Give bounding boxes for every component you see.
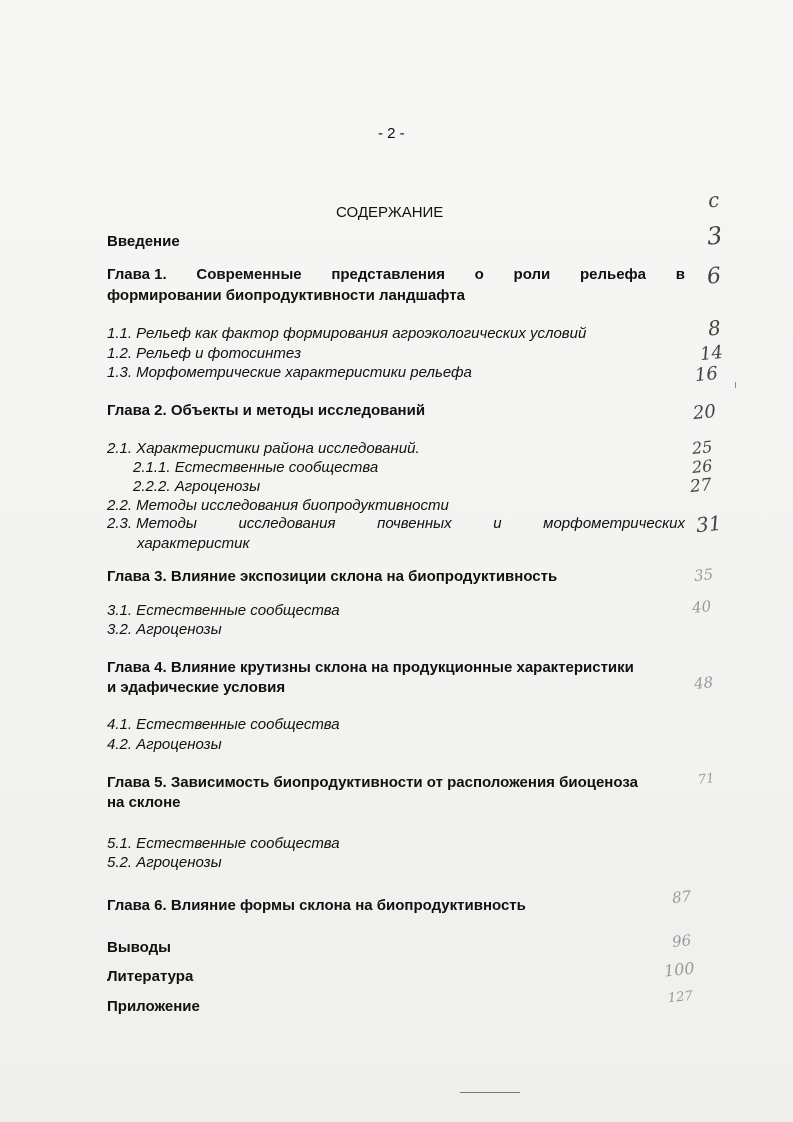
toc-s2-2: 2.2. Методы исследования биопродуктивности <box>107 497 449 514</box>
word: морфометрических <box>543 515 685 532</box>
word: и <box>493 515 502 532</box>
toc-s1-1: 1.1. Рельеф как фактор формирования агроэкологических условий <box>107 325 587 342</box>
word: почвенных <box>377 515 452 532</box>
toc-intro-page: 3 <box>705 221 724 251</box>
toc-s2-3-page: 31 <box>694 510 723 538</box>
toc-s1-3-page: 16 <box>693 362 719 387</box>
toc-chapter5-line1: Глава 5. Зависимость биопродуктивности от расположения биоценоза <box>107 774 638 791</box>
toc-chapter1-line2: формировании биопродуктивности ландшафта <box>107 287 465 304</box>
toc-chapter2: Глава 2. Объекты и методы исследований <box>107 402 426 419</box>
toc-chapter6-page: 87 <box>671 887 692 907</box>
toc-appendix-page: 127 <box>667 988 694 1007</box>
toc-s2-2-2: 2.2.2. Агроценозы <box>133 478 261 495</box>
toc-chapter3: Глава 3. Влияние экспозиции склона на биопродуктивность <box>107 568 558 585</box>
word: рельефа <box>579 266 647 283</box>
toc-s1-2-page: 14 <box>698 341 724 366</box>
toc-chapter5-page: 71 <box>697 771 716 788</box>
toc-s2-1-1: 2.1.1. Естественные сообщества <box>133 459 379 476</box>
toc-literature-page: 100 <box>663 958 696 981</box>
toc-conclusions-page: 96 <box>671 931 692 951</box>
word: в <box>675 266 685 283</box>
toc-s2-3-line1 <box>107 515 685 532</box>
corner-handwritten-note: с <box>706 187 721 213</box>
word: 2.3. Методы <box>107 515 197 532</box>
toc-s3-2: 3.2. Агроценозы <box>107 621 222 638</box>
toc-s3-1: 3.1. Естественные сообщества <box>107 602 340 619</box>
scan-tick-mark <box>735 382 736 388</box>
toc-s2-1-1-page: 26 <box>691 455 714 478</box>
toc-s1-3: 1.3. Морфометрические характеристики рельефа <box>107 364 472 381</box>
toc-appendix: Приложение <box>107 998 200 1015</box>
toc-s3-1-page: 40 <box>691 597 712 617</box>
toc-s1-1-page: 8 <box>706 315 722 341</box>
word: Глава 1. <box>107 266 167 283</box>
toc-s2-1-page: 25 <box>691 436 714 459</box>
toc-intro: Введение <box>107 233 180 250</box>
toc-s4-2: 4.2. Агроценозы <box>107 736 222 753</box>
toc-chapter6: Глава 6. Влияние формы склона на биопродуктивность <box>107 897 526 914</box>
toc-s2-2-2-page: 27 <box>689 474 713 498</box>
word: о <box>474 266 484 283</box>
toc-chapter4-page: 48 <box>693 673 714 693</box>
toc-s5-2: 5.2. Агроценозы <box>107 854 222 871</box>
word: Современные <box>196 266 302 283</box>
toc-s4-1: 4.1. Естественные сообщества <box>107 716 340 733</box>
toc-chapter4-line2: и эдафические условия <box>107 679 286 696</box>
toc-heading: СОДЕРЖАНИЕ <box>336 204 444 221</box>
toc-conclusions: Выводы <box>107 939 171 956</box>
toc-chapter3-page: 35 <box>693 565 714 585</box>
toc-chapter1-page: 6 <box>705 263 723 290</box>
toc-s1-2: 1.2. Рельеф и фотосинтез <box>107 345 302 362</box>
page-number: - 2 - <box>378 125 405 142</box>
word: роли <box>513 266 551 283</box>
toc-chapter1-line1 <box>107 266 685 283</box>
toc-literature: Литература <box>107 968 194 985</box>
toc-chapter4-line1: Глава 4. Влияние крутизны склона на продукционные характеристики <box>107 659 634 676</box>
toc-chapter5-line2: на склоне <box>107 794 181 811</box>
toc-s2-3-line2: характеристик <box>137 535 250 552</box>
toc-s2-1: 2.1. Характеристики района исследований. <box>107 440 420 457</box>
scan-line-mark <box>460 1092 520 1093</box>
word: представления <box>331 266 445 283</box>
word: исследования <box>238 515 336 532</box>
toc-chapter2-page: 20 <box>691 400 717 425</box>
toc-s5-1: 5.1. Естественные сообщества <box>107 835 340 852</box>
